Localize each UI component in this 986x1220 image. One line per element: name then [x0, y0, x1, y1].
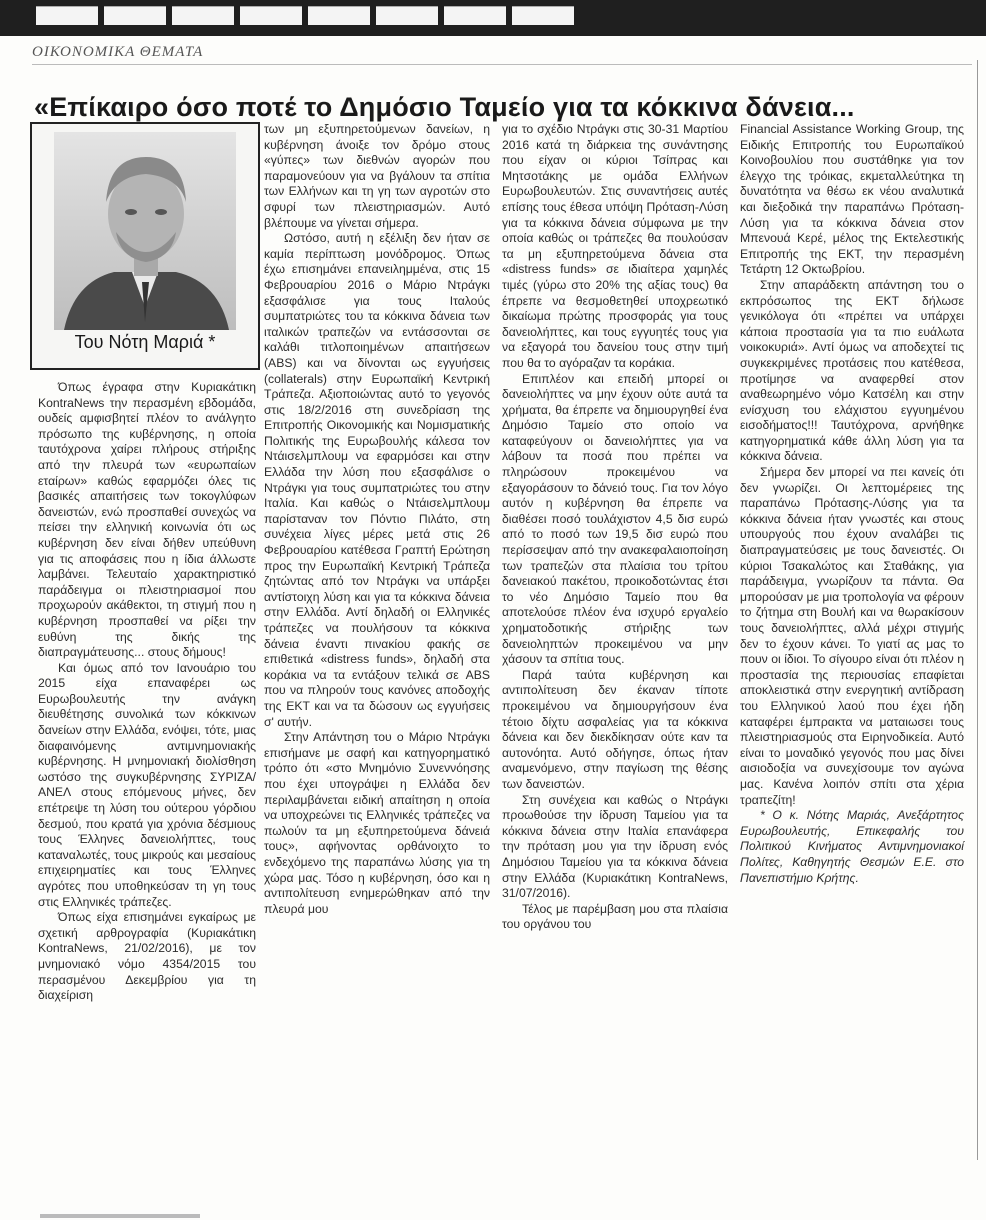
article-column-4	[740, 122, 964, 886]
paragraph: Όπως έγραφα στην Κυριακάτικη KontraNews την περασμένη εβδομάδα, ουδείς αμφισβητεί πλέον το ανάλγητο πρόσωπο της κυβέρνησης, η οποία ταυτόχρονα χαίρει πλήρους στήριξης από την πλευρά των «ευρωπαίων εταίρων» καθώς εφαρμόζει όλες τις βασικές απαιτήσεις των τοκογλύφων δανειστών, ενώ προσπαθεί συνεχώς να πείσει την ελληνική κοινωνία ότι ως κυβέρνηση δεν είναι δήθεν υπεύθυνη για τις αποφάσεις που η ίδια άλλωστε λαμβάνει. Τελευταίο χαρακτηριστικό παράδειγμα οι πλειστηριασμοί που προχωρούν ακάθεκτοι, τη στιγμή που η κυβέρνηση προσπαθεί να ρίξει την ευθύνη της δικής της διαπραγμάτευσης... στους δήμους!	[38, 380, 256, 660]
newspaper-masthead	[0, 0, 986, 36]
masthead-decoration: ▬▬▬▬▬▬▬▬	[36, 0, 580, 36]
paragraph: Financial Assistance Working Group, της Ειδικής Επιτροπής του Ευρωπαϊκού Κοινοβουλίου που συστάθηκε για τον έλεγχο της τρόικας, εκμεταλλεύτηκα τη δυνατότητα να θέσω εκ νέου αναλυτικά και διεξοδικά την παραπάνω Πρόταση-Λύση για τα κόκκινα δάνεια στον Μπενουά Κερέ, μέλος της Εκτελεστικής Επιτροπής της ΕΚΤ, την περασμένη Τετάρτη 12 Οκτωβρίου.	[740, 122, 964, 277]
photo-caption: Του Νότη Μαριά *	[74, 332, 216, 352]
author-portrait	[54, 132, 236, 330]
paragraph: Στη συνέχεια και καθώς ο Ντράγκι προωθούσε την ίδρυση Ταμείου για τα κόκκινα δάνεια στην Ιταλία επανάφερα την πρόταση μου για την ίδρυση ενός Δημόσιου Ταμείου για τα κόκκινα δάνεια στην Ελλάδα (Κυριακάτικη KontraNews, 31/07/2016).	[502, 792, 728, 901]
paragraph: Στην απαράδεκτη απάντηση του ο εκπρόσωπος της ΕΚΤ δήλωσε γενικόλογα ότι «πρέπει να υπάρχει κάποια προστασία για τα πιο ευάλωτα νοικοκυριά». Αντί όμως να αποδεχτεί τις συγκεκριμένες προτάσεις που κατέθεσα, προτίμησε να αναφερθεί στον αναθεωρημένο νόμο Κατσέλη και στην ενίσχυση του ελάχιστου εγγυημένου εισοδήματος!!! Ταυτόχρονα, αρνήθηκε κατηγορηματικά κάθε άλλη λύση για τα κόκκινα δάνεια.	[740, 277, 964, 464]
paragraph: Ωστόσο, αυτή η εξέλιξη δεν ήταν σε καμία περίπτωση μονόδρομος. Όπως έχω επισημάνει επανειλημμένα, στις 15 Φεβρουαρίου 2016 ο Μάριο Ντράγκι εξασφάλισε για τους Ιταλούς συμπατριώτες του τα κόκκινα δάνεια των ιταλικών τραπεζών να εντάσσονται σε καλάθι τιτλοποιημένων απαιτήσεων (ABS) και να δίνονται ως εγγυήσεις (collaterals) στην Ευρωπαϊκή Κεντρική Τράπεζα. Αξιοποιώντας αυτό το γεγονός στις 18/2/2016 στη συνεδρίαση της Επιτροπής Οικονομικής και Νομισματικής Πολιτικής της Ευρωβουλής κάλεσα τον Ντάισελμπλουμ να εφαρμόσει και στην Ελλάδα την λύση που εξασφάλισε ο Ντράγκι για τους συμπατριώτες του στην Ιταλία. Και καθώς ο Ντάισελμπλουμ παρίσταναν τον Πόντιο Πιλάτο, στη συνέχεια λίγες μέρες μετά στις 26 Φεβρουαρίου κατέθεσα Γραπτή Ερώτηση προς την Ευρωπαϊκή Κεντρική Τράπεζα ζητώντας από τον Ντράγκι να υπάρξει αντίστοιχη λύση και για τα κόκκινα δάνεια στην Ελλάδα. Αντί δηλαδή οι Ελληνικές τράπεζες να πουλήσουν τα κόκκινα δάνεια έναντι πινακίου φακής σε επιθετικά «distress funds», δηλαδή στα κοράκια να τα εντάξουν τελικά σε ABS που να πληρούν τους κανόνες αποδοχής της ΕΚΤ και να τα δώσουν ως εγγυήσεις σ' αυτήν.	[264, 231, 490, 729]
page-footer-line	[40, 1214, 200, 1218]
paragraph: Και όμως από τον Ιανουάριο του 2015 είχα επαναφέρει ως Ευρωβουλευτής την ανάγκη διευθέτησης συνολικά των κόκκινων δανείων στην Ελλάδα, ενόψει, τότε, μιας διαφαινόμενης αντιμνημονιακής κυβέρνησης. Η μνημονιακή διολίσθηση ωστόσο της συγκυβέρνησης ΣΥΡΙΖΑ/ΑΝΕΛ στους επόμενους μήνες, δεν επέτρεψε τη λύση του ούτερου γόρδιου δεσμού, που κρατά για χρόνια δέσμιους τους Έλληνες δανειολήπτες, τους καταναλωτές, τους μικρούς και μεσαίους επιχειρηματίες και τους Έλληνες αγρότες που υποθηκεύσαν τη γη τους στις Ελληνικές τράπεζες.	[38, 660, 256, 909]
article-column-1	[38, 380, 256, 1004]
paragraph: Παρά ταύτα κυβέρνηση και αντιπολίτευση δεν έκαναν τίποτε προκειμένου να δημιουργήσουν ένα τέτοιο δίχτυ ασφαλείας για τα κόκκινα δάνεια και δεν διεκδίκησαν ούτε καν τα αυτονόητα. Αυτό οδήγησε, όπως ήταν αναμενόμενο, στην παγίωση της θέσης των δανειστών.	[502, 667, 728, 791]
paragraph: των μη εξυπηρετούμενων δανείων, η κυβέρνηση άνοιξε τον δρόμο στους «γύπες» των διεθνών αγορών που παραμονεύουν για να βγάλουν τα σπίτια των Ελλήνων και τη γη των αγροτών στο σφυρί των πλειστηριασμών. Αυτό βλέπουμε να γίνεται σήμερα.	[264, 122, 490, 230]
article-column-3	[502, 122, 728, 933]
page-edge-border	[977, 60, 986, 1160]
author-signature: * Ο κ. Νότης Μαριάς, Ανεξάρτητος Ευρωβουλευτής, Επικεφαλής του Πολιτικού Κινήματος Αντιμνημονιακοί Πολίτες, Καθηγητής Θεσμών Ε.Ε. στο Πανεπιστήμιο Κρήτης.	[740, 808, 964, 885]
paragraph: Επιπλέον και επειδή μπορεί οι δανειολήπτες να μην έχουν ούτε αυτά τα χρήματα, θα έπρεπε να δημιουργηθεί ένα Δημόσιο Ταμείο στο οποίο να καταφεύγουν οι δανειολήπτες για να λάβουν τα ποσά που πρέπει να πληρώσουν προκειμένου να εξαγοράσουν το δάνειό τους. Για τον λόγο αυτόν η κυβέρνηση θα έπρεπε να διαθέσει ποσό τουλάχιστον 4,5 δισ ευρώ από το ποσό των 19,5 δισ ευρώ που περίσσεψαν από την ανακεφαλαιοποίηση των τραπεζών στα πλαίσια του τρίτου δανειακού πακέτου, προικοδοτώντας έτσι το νέο Δημόσιο Ταμείο που θα αποτελούσε πλέον ένα ισχυρό εργαλείο χρηματοδοτικής στήριξης των δανειοληπτών προκειμένου να μην χάσουν τα σπίτια τους.	[502, 371, 728, 667]
portrait-illustration	[54, 132, 236, 330]
article-column-2	[264, 122, 490, 917]
paragraph: Τέλος με παρέμβαση μου στα πλαίσια του οργάνου του	[502, 901, 728, 932]
section-label: ΟΙΚΟΝΟΜΙΚΑ ΘΕΜΑΤΑ	[32, 44, 204, 60]
section-divider	[32, 64, 972, 65]
paragraph: για το σχέδιο Ντράγκι στις 30-31 Μαρτίου 2016 κατά τη διάρκεια της συνάντησης που είχαν οι κύριοι Τσίπρας και Μητσοτάκης με ομάδα Ελλήνων Ευρωβουλευτών. Στις συναντήσεις αυτές επίσης τους έθεσα υπόψη Πρόταση-Λύση για τα κόκκινα δάνεια σύμφωνα με την οποία καθώς οι τράπεζες θα πουλούσαν τα μη εξυπηρετούμενα δάνεια στα «distress funds» σε ιδιαίτερα χαμηλές τιμές (γύρω στο 20% της αξίας τους) θα έπρεπε να θεσμοθετηθεί υποχρεωτικό δικαίωμα πρώτης προσφοράς για τους δανειολήπτες, και τους εγγυητές τους για να εξαγορά του δανείου τους στην τιμή που θα το αγόραζαν τα κοράκια.	[502, 122, 728, 370]
paragraph: Όπως είχα επισημάνει εγκαίρως με σχετική αρθρογραφία (Κυριακάτικη KontraNews, 21/02/2016), με τον μνημονιακό νόμο 4354/2015 του περασμένου Δεκεμβρίου για τη διαχείριση	[38, 910, 256, 1003]
author-photo-box	[30, 122, 260, 370]
article-headline: «Επίκαιρο όσο ποτέ το Δημόσιο Ταμείο για τα κόκκινα δάνεια...	[34, 92, 855, 123]
paragraph: Στην Απάντηση του ο Μάριο Ντράγκι επισήμανε με σαφή και κατηγορηματικό τρόπο ότι «στο Μνημόνιο Συνεννόησης που έχει υπογράψει η Ελλάδα δεν περιλαμβάνεται ειδική απαίτηση η οποία να υποχρεώνει τις Ελληνικές τράπεζες να πωλούν τα μη εξυπηρετούμενα δάνειά τους», αφήνοντας ορθάνοιχτο το ενδεχόμενο της παραπάνω λύσης για τη χώρα μας. Τόσο η κυβέρνηση, όσο και η αντιπολίτευση ενημερώθηκαν από την πλευρά μου	[264, 730, 490, 916]
paragraph: Σήμερα δεν μπορεί να πει κανείς ότι δεν γνωρίζει. Οι λεπτομέρειες της παραπάνω Πρότασης-Λύσης για τα κόκκινα δάνεια ήταν γνωστές και στους υπουργούς που έχουν αναλάβει τις διαπραγματεύσεις με τους δανειστές. Οι κύριοι Τσακαλώτος και Σταθάκης, για παράδειγμα, γνωρίζουν τα πάντα. Θα μπορούσαν με μια τροπολογία να φέρουν το ζήτημα στη Βουλή και να θωρακίσουν τους δανειολήπτες, αλλά μέχρι στιγμής δεν το έχουν κάνει. Το γιατί ας μας το πουν οι ίδιοι. Το σίγουρο είναι ότι πλέον η προστασία της περιουσίας επαφίεται αποκλειστικά στην ενεργητική αντίδραση του Ελληνικού λαού που έχει ήδη καταφέρει έμπρακτα να ματαιωσει τους πλειστηριασμούς στα Ειρηνοδικεία. Αυτό είναι το μοναδικό γεγονός που μας δίνει αισιοδοξία να συνεχίσουμε τον αγώνα μας. Κανένα λοιπόν σπίτι στα χέρια τραπεζίτη!	[740, 465, 964, 807]
